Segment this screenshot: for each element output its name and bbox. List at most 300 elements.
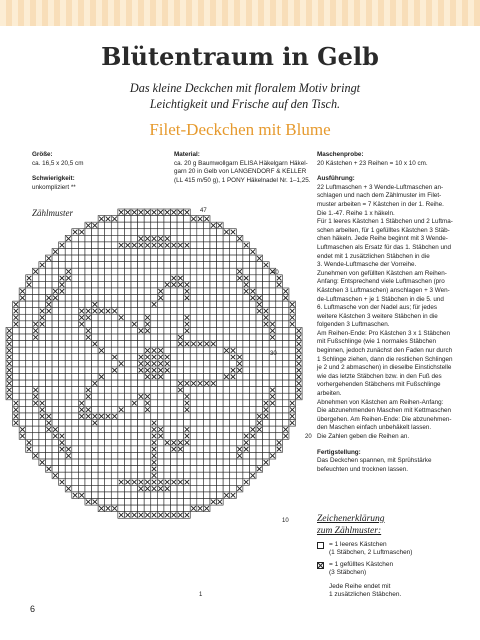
chart-cell	[131, 393, 138, 400]
chart-cell	[98, 248, 105, 255]
chart-cell	[105, 499, 112, 506]
chart-cell	[203, 262, 210, 269]
chart-cell	[223, 459, 230, 466]
chart-cell	[98, 314, 105, 321]
chart-cell	[203, 426, 210, 433]
chart-cell	[111, 301, 118, 308]
chart-cell	[190, 301, 197, 308]
chart-cell	[144, 505, 151, 512]
chart-cell	[164, 406, 171, 413]
chart-cell	[269, 360, 276, 367]
chart-cell	[52, 420, 59, 427]
chart-cell	[210, 308, 217, 315]
chart-cell	[171, 420, 178, 427]
page-title: Blütentraum in Gelb	[101, 42, 379, 71]
chart-cell	[59, 426, 66, 433]
chart-cell	[59, 314, 66, 321]
chart-cell	[131, 216, 138, 223]
chart-cell	[164, 327, 171, 334]
chart-cell	[236, 426, 243, 433]
chart-cell	[131, 327, 138, 334]
chart-cell	[157, 499, 164, 506]
chart-cell	[65, 321, 72, 328]
chart-cell	[98, 295, 105, 302]
chart-cell	[197, 354, 204, 361]
instructions-line: Die 1.-47. Reihe 1 x häkeln.	[317, 209, 395, 217]
chart-cell	[131, 314, 138, 321]
chart-cell	[105, 406, 112, 413]
chart-cell	[249, 360, 256, 367]
chart-cell	[111, 281, 118, 288]
chart-cell	[256, 393, 263, 400]
chart-cell	[164, 505, 171, 512]
chart-cell	[177, 262, 184, 269]
chart-cell	[217, 334, 224, 341]
chart-cell	[92, 459, 99, 466]
chart-cell	[78, 275, 85, 282]
chart-cell	[65, 367, 72, 374]
chart-cell	[157, 301, 164, 308]
chart-cell	[59, 413, 66, 420]
chart-cell	[105, 354, 112, 361]
chart-cell	[45, 459, 52, 466]
chart-cell	[98, 439, 105, 446]
chart-cell	[177, 426, 184, 433]
chart-cell	[92, 472, 99, 479]
chart-cell	[256, 439, 263, 446]
chart-cell	[190, 222, 197, 229]
chart-cell	[138, 472, 145, 479]
chart-cell	[59, 308, 66, 315]
chart-cell	[217, 420, 224, 427]
chart-cell	[118, 485, 125, 492]
chart-cell	[144, 446, 151, 453]
chart-cell	[223, 262, 230, 269]
chart-cell	[289, 380, 296, 387]
chart-cell	[223, 426, 230, 433]
chart-cell	[210, 426, 217, 433]
chart-cell	[276, 295, 283, 302]
chart-cell	[289, 354, 296, 361]
chart-cell	[72, 295, 79, 302]
chart-cell	[249, 466, 256, 473]
chart-cell	[85, 374, 92, 381]
chart-cell	[39, 446, 46, 453]
chart-cell	[72, 433, 79, 440]
chart-cell	[157, 459, 164, 466]
chart-cell	[138, 406, 145, 413]
chart-cell	[256, 354, 263, 361]
chart-cell	[78, 347, 85, 354]
chart-cell	[236, 406, 243, 413]
chart-cell	[131, 295, 138, 302]
chart-cell	[78, 248, 85, 255]
chart-cell	[230, 295, 237, 302]
chart-cell	[282, 400, 289, 407]
chart-cell	[131, 248, 138, 255]
chart-cell	[157, 341, 164, 348]
chart-cell	[151, 275, 158, 282]
chart-cell	[217, 347, 224, 354]
chart-cell	[111, 452, 118, 459]
chart-cell	[65, 387, 72, 394]
chart-cell	[236, 255, 243, 262]
chart-cell	[230, 387, 237, 394]
chart-cell	[190, 354, 197, 361]
chart-cell	[157, 262, 164, 269]
chart-cell	[131, 275, 138, 282]
chart-cell	[203, 492, 210, 499]
chart-cell	[210, 406, 217, 413]
chart-cell	[111, 262, 118, 269]
chart-cell	[52, 255, 59, 262]
chart-cell	[190, 439, 197, 446]
chart-cell	[111, 347, 118, 354]
chart-cell	[32, 367, 39, 374]
chart-cell	[19, 314, 26, 321]
chart-cell	[144, 248, 151, 255]
chart-cell	[197, 275, 204, 282]
chart-cell	[171, 374, 178, 381]
chart-cell	[236, 459, 243, 466]
chart-cell	[190, 295, 197, 302]
gauge-value: 20 Kästchen + 23 Reihen = 10 x 10 cm.	[317, 159, 428, 167]
chart-cell	[118, 327, 125, 334]
chart-cell	[177, 288, 184, 295]
chart-cell	[164, 248, 171, 255]
legend-item-empty	[317, 541, 467, 557]
chart-cell	[190, 229, 197, 236]
chart-cell	[118, 268, 125, 275]
chart-cell	[19, 347, 26, 354]
chart-cell	[92, 229, 99, 236]
chart-cell	[236, 420, 243, 427]
chart-cell	[223, 433, 230, 440]
chart-cell	[65, 327, 72, 334]
chart-cell	[26, 295, 33, 302]
chart-cell	[177, 413, 184, 420]
chart-cell	[78, 354, 85, 361]
chart-cell	[276, 314, 283, 321]
chart-cell	[197, 485, 204, 492]
chart-cell	[177, 268, 184, 275]
chart-cell	[243, 393, 250, 400]
chart-cell	[249, 374, 256, 381]
chart-cell	[65, 262, 72, 269]
chart-cell	[65, 281, 72, 288]
chart-cell	[138, 248, 145, 255]
chart-cell	[26, 420, 33, 427]
chart-cell	[105, 288, 112, 295]
chart-cell	[164, 433, 171, 440]
chart-cell	[124, 485, 131, 492]
chart-cell	[230, 308, 237, 315]
chart-cell	[59, 341, 66, 348]
chart-cell	[164, 268, 171, 275]
chart-cell	[118, 216, 125, 223]
instructions-line: schlagen und nach dem Zählmuster im Filet-	[317, 192, 442, 200]
chart-cell	[177, 314, 184, 321]
chart-cell	[98, 400, 105, 407]
chart-cell	[230, 334, 237, 341]
chart-cell	[197, 334, 204, 341]
chart-cell	[263, 275, 270, 282]
chart-cell	[243, 426, 250, 433]
chart-cell	[124, 459, 131, 466]
chart-cell	[210, 255, 217, 262]
chart-cell	[249, 314, 256, 321]
chart-cell	[105, 479, 112, 486]
chart-cell	[52, 341, 59, 348]
chart-cell	[151, 400, 158, 407]
chart-cell	[256, 433, 263, 440]
chart-cell	[19, 321, 26, 328]
chart-cell	[72, 327, 79, 334]
chart-cell	[184, 248, 191, 255]
chart-cell	[131, 229, 138, 236]
chart-cell	[230, 314, 237, 321]
chart-cell	[184, 499, 191, 506]
chart-cell	[98, 262, 105, 269]
instructions-line: folgenden 3 Luftmaschen.	[317, 321, 390, 329]
chart-cell	[203, 459, 210, 466]
chart-cell	[157, 466, 164, 473]
chart-cell	[263, 268, 270, 275]
chart-cell	[230, 485, 237, 492]
chart-cell	[144, 268, 151, 275]
chart-cell	[105, 485, 112, 492]
chart-cell	[217, 466, 224, 473]
chart-cell	[111, 248, 118, 255]
filled-square-icon	[317, 562, 324, 569]
chart-cell	[217, 301, 224, 308]
chart-cell	[52, 268, 59, 275]
row-marker: 20	[305, 434, 312, 440]
chart-cell	[78, 367, 85, 374]
chart-cell	[85, 433, 92, 440]
chart-cell	[59, 347, 66, 354]
chart-cell	[105, 400, 112, 407]
chart-cell	[217, 248, 224, 255]
chart-cell	[45, 334, 52, 341]
chart-cell	[65, 380, 72, 387]
chart-cell	[59, 334, 66, 341]
chart-cell	[217, 321, 224, 328]
chart-cell	[131, 347, 138, 354]
chart-cell	[184, 413, 191, 420]
chart-cell	[131, 367, 138, 374]
chart-cell	[59, 420, 66, 427]
chart-cell	[19, 420, 26, 427]
chart-cell	[131, 334, 138, 341]
chart-cell	[263, 374, 270, 381]
chart-cell	[184, 262, 191, 269]
chart-cell	[151, 334, 158, 341]
chart-cell	[184, 216, 191, 223]
chart-cell	[203, 308, 210, 315]
chart-cell	[151, 288, 158, 295]
chart-cell	[256, 406, 263, 413]
chart-cell	[144, 466, 151, 473]
chart-cell	[111, 387, 118, 394]
instructions-line: übergehen. Am Reihen-Ende: Die abzunehmen-	[317, 415, 452, 423]
chart-cell	[276, 288, 283, 295]
chart-cell	[177, 466, 184, 473]
chart-cell	[151, 314, 158, 321]
instructions-line: Zunehmen von gefüllten Kästchen am Reihen-	[317, 269, 447, 277]
chart-cell	[197, 452, 204, 459]
chart-cell	[65, 248, 72, 255]
chart-cell	[190, 479, 197, 486]
chart-cell	[236, 374, 243, 381]
chart-cell	[32, 275, 39, 282]
chart-cell	[45, 400, 52, 407]
chart-cell	[210, 459, 217, 466]
chart-cell	[39, 360, 46, 367]
chart-cell	[78, 235, 85, 242]
chart-cell	[249, 459, 256, 466]
chart-cell	[78, 439, 85, 446]
chart-cell	[131, 466, 138, 473]
chart-cell	[32, 380, 39, 387]
chart-cell	[151, 321, 158, 328]
chart-cell	[111, 295, 118, 302]
chart-cell	[92, 485, 99, 492]
chart-cell	[65, 400, 72, 407]
chart-cell	[19, 360, 26, 367]
chart-cell	[59, 367, 66, 374]
chart-cell	[223, 393, 230, 400]
chart-cell	[52, 262, 59, 269]
chart-cell	[243, 321, 250, 328]
chart-cell	[85, 268, 92, 275]
chart-cell	[98, 288, 105, 295]
chart-cell	[85, 452, 92, 459]
chart-cell	[217, 380, 224, 387]
chart-cell	[85, 354, 92, 361]
chart-cell	[131, 439, 138, 446]
chart-cell	[118, 222, 125, 229]
chart-cell	[52, 446, 59, 453]
chart-cell	[124, 308, 131, 315]
chart-cell	[111, 446, 118, 453]
chart-cell	[92, 347, 99, 354]
chart-cell	[19, 327, 26, 334]
chart-cell	[243, 367, 250, 374]
chart-cell	[184, 229, 191, 236]
chart-cell	[197, 288, 204, 295]
chart-cell	[92, 255, 99, 262]
chart-cell	[171, 485, 178, 492]
chart-cell	[269, 406, 276, 413]
chart-cell	[269, 374, 276, 381]
chart-cell	[171, 426, 178, 433]
chart-cell	[223, 400, 230, 407]
chart-cell	[203, 452, 210, 459]
chart-cell	[124, 314, 131, 321]
chart-cell	[263, 380, 270, 387]
chart-cell	[72, 360, 79, 367]
chart-cell	[256, 380, 263, 387]
chart-cell	[138, 446, 145, 453]
chart-cell	[203, 479, 210, 486]
chart-cell	[78, 374, 85, 381]
chart-cell	[151, 505, 158, 512]
chart-cell	[217, 492, 224, 499]
instructions-line: je 2 und 2 abmaschen) in dieselbe Einstichstelle	[317, 364, 452, 372]
row-marker: 1	[199, 592, 203, 598]
chart-cell	[138, 374, 145, 381]
chart-cell	[177, 327, 184, 334]
instructions-line: Luftmaschen als Ersatz für das 1. Stäbchen und	[317, 243, 452, 251]
chart-cell	[269, 446, 276, 453]
chart-cell	[177, 393, 184, 400]
chart-cell	[144, 341, 151, 348]
chart-cell	[243, 387, 250, 394]
chart-cell	[118, 295, 125, 302]
chart-cell	[118, 354, 125, 361]
chart-cell	[164, 347, 171, 354]
chart-cell	[236, 321, 243, 328]
chart-cell	[171, 466, 178, 473]
chart-cell	[276, 380, 283, 387]
chart-cell	[98, 446, 105, 453]
chart-cell	[98, 341, 105, 348]
chart-cell	[230, 341, 237, 348]
chart-cell	[197, 301, 204, 308]
chart-cell	[111, 393, 118, 400]
chart-cell	[164, 222, 171, 229]
chart-cell	[236, 262, 243, 269]
chart-cell	[276, 420, 283, 427]
chart-cell	[230, 433, 237, 440]
chart-cell	[243, 466, 250, 473]
chart-cell	[118, 380, 125, 387]
chart-cell	[131, 485, 138, 492]
chart-cell	[39, 301, 46, 308]
chart-cell	[210, 242, 217, 249]
chart-cell	[236, 347, 243, 354]
chart-cell	[131, 446, 138, 453]
chart-cell	[230, 301, 237, 308]
chart-cell	[164, 229, 171, 236]
chart-cell	[52, 393, 59, 400]
chart-cell	[223, 281, 230, 288]
chart-cell	[256, 268, 263, 275]
chart-cell	[223, 235, 230, 242]
chart-cell	[85, 248, 92, 255]
chart-cell	[203, 229, 210, 236]
chart-cell	[263, 347, 270, 354]
chart-cell	[230, 360, 237, 367]
chart-cell	[197, 472, 204, 479]
chart-cell	[249, 327, 256, 334]
chart-cell	[26, 321, 33, 328]
chart-cell	[276, 413, 283, 420]
chart-cell	[78, 433, 85, 440]
chart-cell	[223, 314, 230, 321]
chart-cell	[203, 334, 210, 341]
chart-cell	[52, 400, 59, 407]
chart-cell	[105, 466, 112, 473]
chart-cell	[203, 446, 210, 453]
chart-cell	[236, 327, 243, 334]
chart-cell	[65, 479, 72, 486]
chart-cell	[190, 248, 197, 255]
chart-cell	[230, 426, 237, 433]
chart-cell	[98, 242, 105, 249]
chart-cell	[190, 413, 197, 420]
